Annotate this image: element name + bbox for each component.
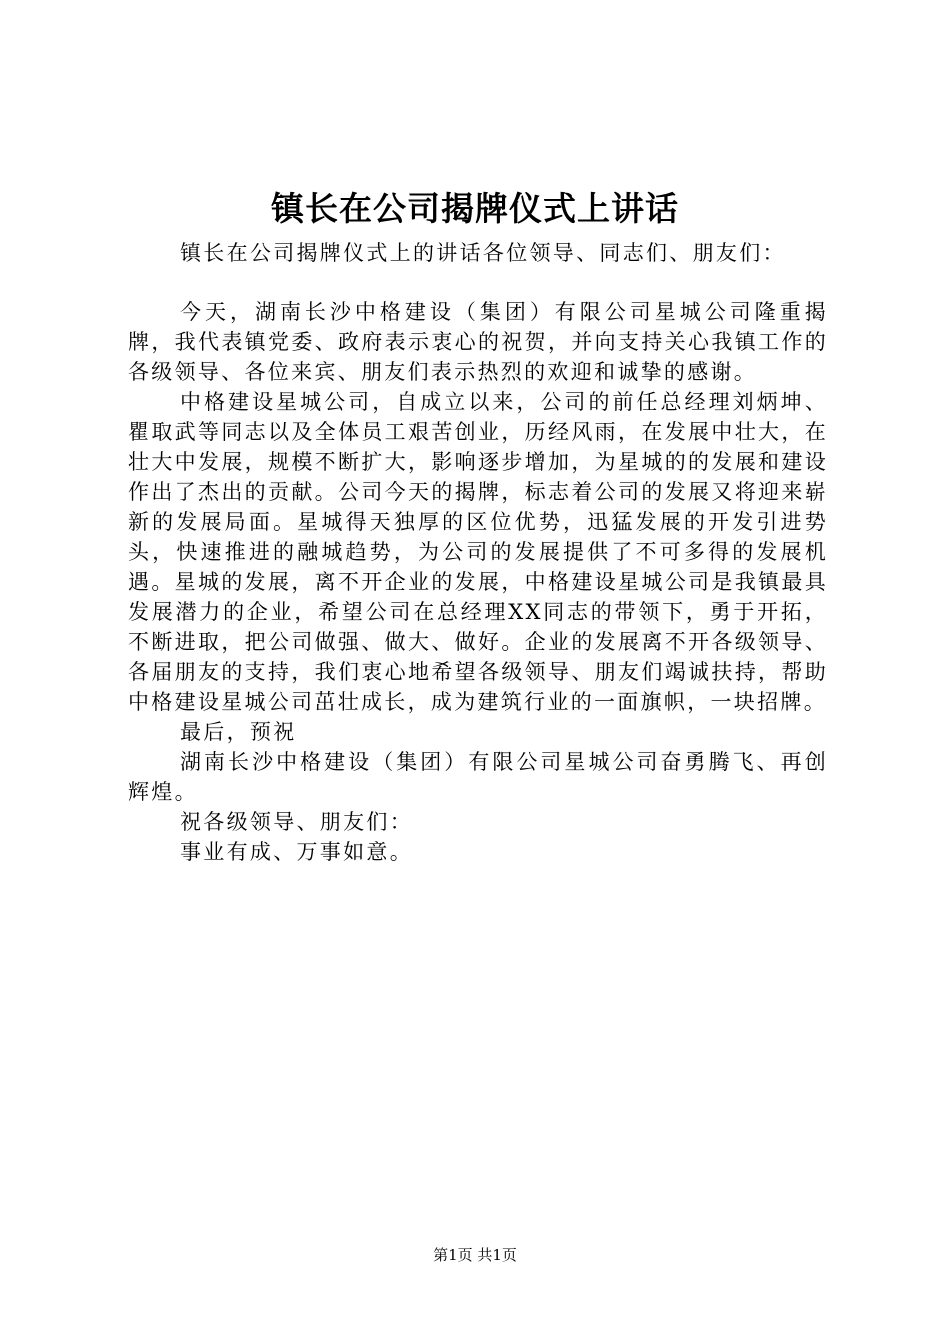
paragraph-wish-leaders: 祝各级领导、朋友们： xyxy=(180,810,413,834)
paragraph-wish-company: 湖南长沙中格建设（集团）有限公司星城公司奋勇腾飞、再创辉煌。 xyxy=(128,750,828,804)
document-subtitle: 镇长在公司揭牌仪式上的讲话各位领导、同志们、朋友们： xyxy=(180,241,786,265)
document-title: 镇长在公司揭牌仪式上讲话 xyxy=(271,189,679,228)
page-number-footer: 第1页 共1页 xyxy=(433,1246,517,1264)
paragraph-finally: 最后，预祝 xyxy=(180,720,297,744)
paragraph-closing: 事业有成、万事如意。 xyxy=(180,840,413,864)
document-body xyxy=(128,297,828,867)
paragraph-company-history: 中格建设星城公司，自成立以来，公司的前任总经理刘炳坤、瞿取武等同志以及全体员工艰苦创业，历经风雨，在发展中壮大，在壮大中发展，规模不断扩大，影响逐步增加，为星城的的发展和建设作出了杰出的贡献。公司今天的揭牌，标志着公司的发展又将迎来崭新的发展局面。星城得天独厚的区位优势，迅猛发展的开发引进势头，快速推进的融城趋势，为公司的发展提供了不可多得的发展机遇。星城的发展，离不开企业的发展，中格建设星城公司是我镇最具发展潜力的企业，希望公司在总经理XX同志的带领下，勇于开拓，不断进取，把公司做强、做大、做好。企业的发展离不开各级领导、各届朋友的支持，我们衷心地希望各级领导、朋友们竭诚扶持，帮助中格建设星城公司茁壮成长，成为建筑行业的一面旗帜，一块招牌。 xyxy=(128,390,828,714)
paragraph-greeting: 今天，湖南长沙中格建设（集团）有限公司星城公司隆重揭牌，我代表镇党委、政府表示衷心的祝贺，并向支持关心我镇工作的各级领导、各位来宾、朋友们表示热烈的欢迎和诚挚的感谢。 xyxy=(128,300,828,384)
